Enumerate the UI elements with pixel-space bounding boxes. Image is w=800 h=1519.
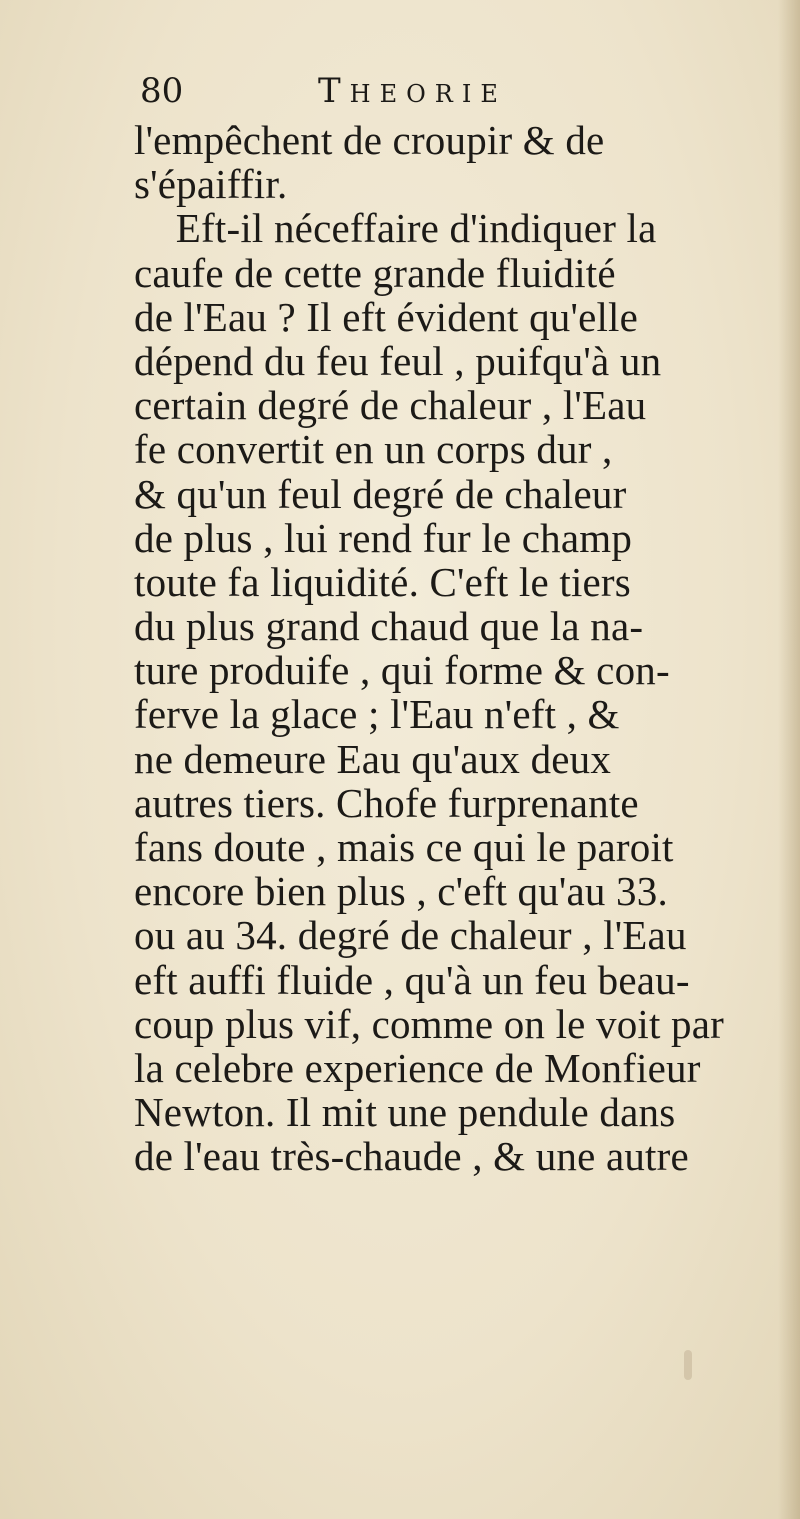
text-line: s'épaiffir. [134, 161, 288, 208]
text-line: toute fa liquidité. C'eft le tiers [134, 558, 631, 605]
text-line: de plus , lui rend fur le champ [134, 514, 633, 561]
text-line: autres tiers. Chofe furprenante [134, 779, 639, 826]
text-line: ne demeure Eau qu'aux deux [134, 735, 612, 782]
text-line: Newton. Il mit une pendule dans [134, 1089, 676, 1136]
text-line: eft auffi fluide , qu'à un feu beau- [134, 956, 690, 1003]
text-line: ferve la glace ; l'Eau n'eft , & [134, 691, 620, 738]
text-line: encore bien plus , c'eft qu'au 33. [134, 868, 668, 915]
text-line: Eft-il néceffaire d'indiquer la [134, 205, 657, 252]
text-line: l'empêchent de croupir & de [134, 117, 605, 163]
text-line: ou au 34. degré de chaleur , l'Eau [134, 912, 687, 959]
text-line: de l'Eau ? Il eft évident qu'elle [134, 293, 639, 340]
paper-stain [684, 1350, 692, 1380]
page-edge-shadow [778, 0, 800, 1519]
body-text [134, 118, 774, 1179]
text-line: caufe de cette grande fluidité [134, 249, 616, 296]
page-header [140, 70, 620, 120]
running-title: Theorie [318, 71, 507, 111]
text-line: & qu'un feul degré de chaleur [134, 470, 627, 517]
text-line: dépend du feu feul , puifqu'à un [134, 337, 662, 384]
text-line: la celebre experience de Monfieur [134, 1044, 701, 1091]
text-line: fans doute , mais ce qui le paroit [134, 824, 674, 870]
text-line: du plus grand chaud que la na- [134, 603, 644, 650]
text-line: certain degré de chaleur , l'Eau [134, 382, 647, 429]
text-line: ture produife , qui forme & con- [134, 647, 670, 694]
text-line: de l'eau très-chaude , & une autre [134, 1133, 689, 1180]
text-line: coup plus vif, comme on le voit par [134, 1000, 724, 1047]
text-line: fe convertit en un corps dur , [134, 426, 613, 473]
page-number: 80 [140, 71, 184, 111]
